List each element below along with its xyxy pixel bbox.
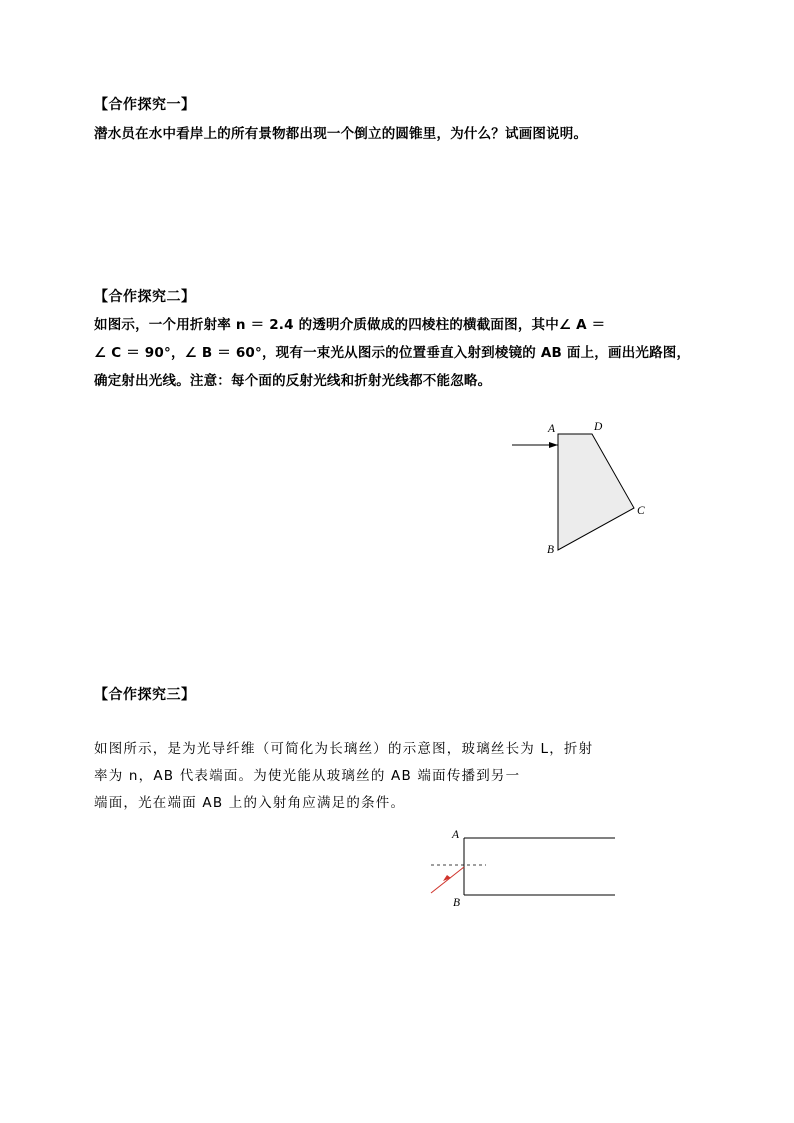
prism-label-a: A [548, 423, 556, 435]
section1-heading: 【合作探究一】 [94, 97, 196, 113]
fiber-label-b: B [453, 897, 461, 909]
section2-line-2: ∠ C ＝ 90°，∠ B ＝ 60°，现有一束光从图示的位置垂直入射到棱镜的 AB 面上，画出光路图， [94, 345, 691, 361]
prism-label-b: B [547, 544, 555, 556]
section2-heading: 【合作探究二】 [94, 289, 196, 305]
fiber-label-a: A [452, 829, 460, 841]
section3-line-1: 如图所示，是为光导纤维（可简化为长璃丝）的示意图，玻璃丝长为 L，折射 [94, 741, 594, 757]
section1-question: 潜水员在水中看岸上的所有景物都出现一个倒立的圆锥里，为什么？试画图说明。 [94, 126, 588, 142]
section2-line-3: 确定射出光线。注意：每个面的反射光线和折射光线都不能忽略。 [94, 373, 492, 389]
section2-line-1: 如图示，一个用折射率 n ＝ 2.4 的透明介质做成的四棱柱的横截面图，其中∠ A ＝ [94, 317, 606, 333]
prism-label-d: D [594, 421, 603, 433]
section3-heading: 【合作探究三】 [94, 687, 196, 703]
prism-label-c: C [637, 505, 645, 517]
section3-line-2: 率为 n，AB 代表端面。为使光能从玻璃丝的 AB 端面传播到另一 [94, 768, 521, 784]
incident-ray-red [431, 867, 464, 893]
section3-line-3: 端面，光在端面 AB 上的入射角应满足的条件。 [94, 795, 406, 811]
